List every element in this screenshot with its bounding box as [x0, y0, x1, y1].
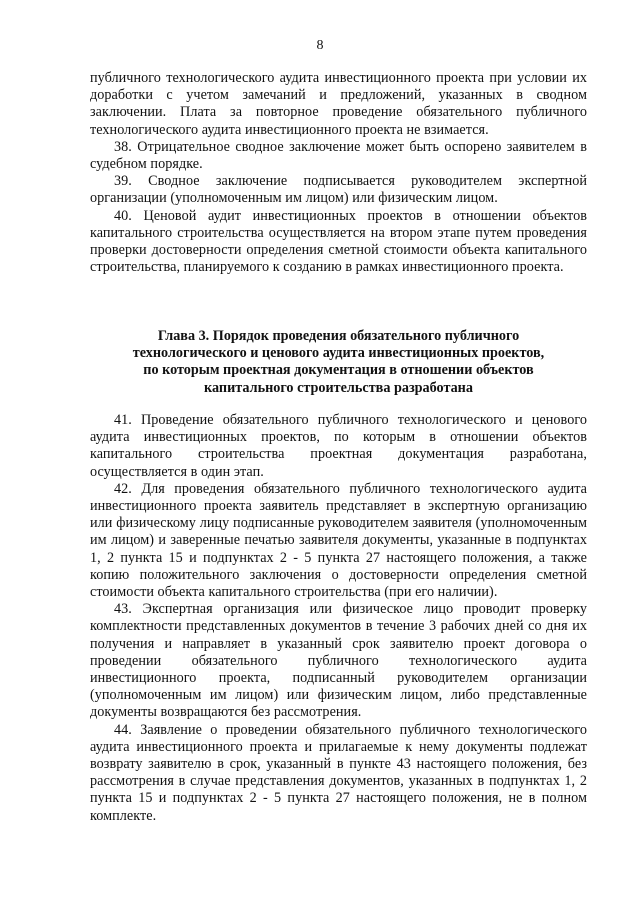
paragraph-41: 41. Проведение обязательного публичного технологического и ценового аудита инвестиционных проектов, по которым в отношении объектов капитального строительства проектная документация разработана, осуществляется в один этап.: [90, 412, 587, 480]
text-block-before-heading: [90, 70, 587, 276]
paragraph-42: 42. Для проведения обязательного публичного технологического аудита инвестиционного проекта заявитель представляет в экспертную организацию или физическому лицу подписанные руководителем заявителя (уполномоченным им лицом) и заверенные печатью заявителя документы, указанные в подпунктах 1, 2 пункта 15 и подпунктах 2 - 5 пункта 27 настоящего положения, а также копию положительного заключения о достоверности определения сметной стоимости объекта капитального строительства (при его наличии).: [90, 480, 587, 601]
chapter-heading-line-3: по которым проектная документация в отношении объектов: [143, 362, 534, 379]
chapter-heading: [90, 328, 587, 397]
chapter-heading-line-1: Глава 3. Порядок проведения обязательного публичного: [157, 328, 520, 344]
paragraph-40: 40. Ценовой аудит инвестиционных проектов в отношении объектов капитального строительства осуществляется на втором этапе путем проведения проверки достоверности определения сметной стоимости объекта капитального строительства, планируемого к созданию в рамках инвестиционного проекта.: [90, 207, 587, 276]
paragraph-39: 39. Сводное заключение подписывается руководителем экспертной организации (уполномоченным им лицом) или физическим лицом.: [90, 173, 587, 207]
paragraph-continuation: публичного технологического аудита инвестиционного проекта при условии их доработки с учетом замечаний и предложений, указанных в сводном заключении. Плата за повторное проведение обязательного публичного технологического аудита инвестиционного проекта не взимается.: [90, 70, 587, 138]
chapter-heading-line-2: технологического и ценового аудита инвестиционных проектов,: [132, 345, 545, 362]
text-block-after-heading: [90, 412, 587, 825]
chapter-heading-line-4: капитального строительства разработана: [204, 379, 473, 396]
page-number: 8: [316, 38, 324, 53]
paragraph-43: 43. Экспертная организация или физическое лицо проводит проверку комплектности представленных документов в течение 3 рабочих дней со дня их получения и направляет в указанный срок заявителю проект договора о проведении обязательного публичного технологического аудита инвестиционного проекта, подписанный руководителем организации (уполномоченным им лицом) или физическим лицом, либо представленные документы возвращаются без рассмотрения.: [90, 601, 587, 721]
paragraph-38: 38. Отрицательное сводное заключение может быть оспорено заявителем в судебном порядке.: [90, 138, 587, 173]
paragraph-44: 44. Заявление о проведении обязательного публичного технологического аудита инвестиционного проекта и прилагаемые к нему документы подлежат возврату заявителю в срок, указанный в пункте 43 настоящего положения, без рассмотрения в случае представления документов, указанных в подпунктах 1, 2 пункта 15 и подпунктах 2 - 5 пункта 27 настоящего положения, не в полном комплекте.: [90, 721, 587, 824]
